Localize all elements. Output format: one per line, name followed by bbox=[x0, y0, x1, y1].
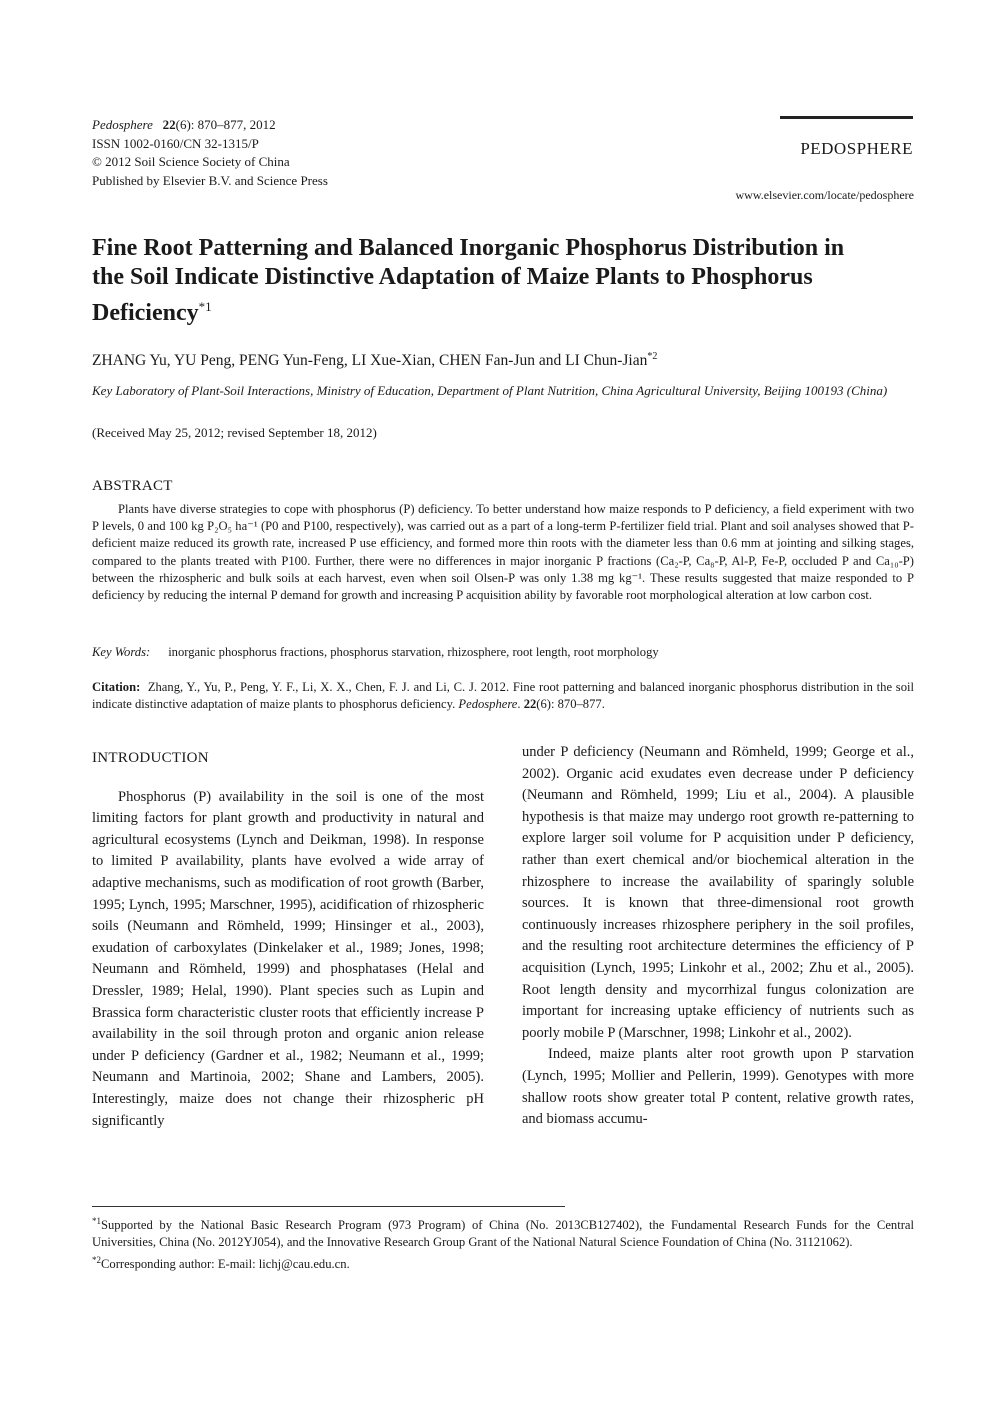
footnote-1-marker: *1 bbox=[92, 1216, 101, 1226]
introduction-paragraph-1: Phosphorus (P) availability in the soil is one of the most limiting factors for plant growth and productivity in natural and agricultural ecosystems (Lynch and Deikman, 1998). In response to limited P availability, plants have evolved a wide array of adaptive mechanisms, such as modification of root growth (Barber, 1995; Lynch, 1995; Marschner, 1995), acidification of rhizospheric soils (Neumann and Römheld, 1999; Hinsinger et al., 2003), exudation of carboxylates (Dinkelaker et al., 1989; Jones, 1998; Neumann and Römheld, 1999) and phosphatases (Helal and Dressler, 1989; Helal, 1990). Plant species such as Lupin and Brassica form characteristic cluster roots that efficiently increase P availability in the soil through proton and organic anion release under P deficiency (Gardner et al., 1982; Neumann et al., 1999; Neumann and Martinoia, 2002; Shane and Lambers, 2005). Interestingly, maize does not change their rhizospheric pH significantly bbox=[92, 788, 484, 1129]
citation: Citation: Zhang, Y., Yu, P., Peng, Y. F., Li, X. X., Chen, F. J. and Li, C. J. 2012. Fine root patterning and balanced inorganic phosphorus distribution in the soil indicate distinctive adaptation of maize plants to phosphorus deficiency. Pedosphere. 22(6): 870–877. bbox=[92, 680, 914, 712]
citation-label: Citation: bbox=[92, 680, 141, 694]
publisher: Published by Elsevier B.V. and Science Press bbox=[92, 172, 328, 188]
footnote-rule bbox=[92, 1206, 565, 1207]
author-footnote-marker: *2 bbox=[647, 351, 658, 362]
citation-pages: (6): 870–877. bbox=[536, 697, 605, 712]
keywords-label: Key Words: bbox=[92, 645, 151, 659]
introduction-paragraph-1-cont: under P deficiency (Neumann and Römheld, 1999; George et al., 2002). Organic acid exudates even decrease under P deficiency (Neumann and Römheld, 1999; Liu et al., 2004). A plausible hypothesis is that maize may undergo root growth re-patterning to explore larger soil volume for P acquisition under P deficiency, rather than exert chemical and/or biochemical alteration in the rhizosphere to increase the availability of sparingly soluble sources. It is known that three-dimensional root growth continuously increases rhizosphere periphery in the soil profiles, and the resulting root architecture determines the efficiency of P acquisition (Lynch, 1995; Linkohr et al., 2002; Zhu et al., 2005). Root length density and mycorrhizal fungus colonization are important for increasing uptake efficiency of nutrients such as poorly mobile P (Marschner, 1998; Linkohr et al., 2002). bbox=[522, 744, 914, 1041]
keywords-text: inorganic phosphorus fractions, phosphorus starvation, rhizosphere, root length, root morphology bbox=[168, 645, 659, 659]
copyright: © 2012 Soil Science Society of China bbox=[92, 154, 290, 169]
footnote-1-text: Supported by the National Basic Research Program (973 Program) of China (No. 2013CB127402), the Fundamental Research Funds for the Central Universities, China (No. 2012YJ054), and the Innovative Research Group Grant of the National Natural Science Foundation of China (No. 31121062). bbox=[92, 1218, 914, 1250]
journal-issue-pages: (6): 870–877, 2012 bbox=[175, 117, 276, 132]
footnote-2-marker: *2 bbox=[92, 1254, 101, 1265]
journal-volume: 22 bbox=[162, 117, 176, 132]
journal-url[interactable]: www.elsevier.com/locate/pedosphere bbox=[735, 188, 914, 202]
paper-title-text: Fine Root Patterning and Balanced Inorganic Phosphorus Distribution in the Soil Indicate Distinctive Adaptation of Maize Plants to Phosphorus Deficiency bbox=[92, 235, 845, 326]
author-names: ZHANG Yu, YU Peng, PENG Yun-Feng, LI Xue-Xian, CHEN Fan-Jun and LI Chun-Jian bbox=[92, 352, 648, 370]
right-column bbox=[522, 742, 914, 1131]
introduction-heading: INTRODUCTION bbox=[92, 750, 209, 766]
footnotes bbox=[92, 1213, 914, 1273]
abstract-text: Plants have diverse strategies to cope with phosphorus (P) deficiency. To better understand how maize responds to P deficiency, a field experiment with two P levels, 0 and 100 kg P₂O₅ ha⁻¹ (P0 and P100, respectively), was carried out as a part of a long-term P-fertilizer field trial. Plant and soil analyses showed that P-deficient maize reduced its growth rate, increased P use efficiency, and formed more thin roots with the diameter less than 0.6 mm at jointing and silking stages, compared to the plants treated with P100. Further, there were no differences in major inorganic P fractions (Ca₂-P, Ca₈-P, Al-P, Fe-P, occluded P and Ca₁₀-P) between the rhizospheric and bulk soils at each harvest, even when soil Olsen-P was only 1.38 mg kg⁻¹. These results suggested that maize responded to P deficiency by reducing the internal P demand for growth and increasing P acquisition ability by favorable root morphological alteration at low carbon cost. bbox=[92, 502, 914, 603]
affiliation: Key Laboratory of Plant-Soil Interactions, Ministry of Education, Department of Plant Nutrition, China Agricultural University, Beijing 100193 (China) bbox=[92, 383, 888, 398]
received-dates: (Received May 25, 2012; revised September 18, 2012) bbox=[92, 425, 377, 440]
footnote-2-text: Corresponding author: E-mail: lichj@cau.edu.cn. bbox=[101, 1256, 350, 1271]
journal-name: Pedosphere bbox=[92, 117, 153, 132]
journal-citation-line bbox=[92, 116, 328, 135]
footnote-1 bbox=[92, 1213, 914, 1252]
author-list bbox=[92, 351, 657, 370]
keywords bbox=[92, 645, 659, 660]
citation-text: Zhang, Y., Yu, P., Peng, Y. F., Li, X. X., Chen, F. J. and Li, C. J. 2012. Fine root patterning and balanced inorganic phosphorus distribution in the soil indicate distinctive adaptation of maize plants to phosphorus deficiency. bbox=[92, 680, 914, 712]
citation-journal: Pedosphere bbox=[458, 697, 518, 712]
journal-brand bbox=[780, 116, 913, 159]
journal-meta bbox=[92, 116, 328, 190]
brand-rule bbox=[780, 116, 913, 119]
issn: ISSN 1002-0160/CN 32-1315/P bbox=[92, 135, 259, 151]
paper-title bbox=[92, 234, 852, 328]
footnote-2 bbox=[92, 1252, 914, 1273]
title-footnote-marker: *1 bbox=[198, 299, 212, 314]
abstract-heading: ABSTRACT bbox=[92, 478, 173, 494]
citation-volume: 22 bbox=[523, 697, 537, 712]
brand-name: PEDOSPHERE bbox=[800, 139, 913, 158]
introduction-paragraph-2: Indeed, maize plants alter root growth upon P starvation (Lynch, 1995; Mollier and Pellerin, 1999). Genotypes with more shallow roots show greater total P content, relative growth rates, and biomass accumu- bbox=[522, 1046, 914, 1128]
left-column bbox=[92, 748, 484, 1132]
